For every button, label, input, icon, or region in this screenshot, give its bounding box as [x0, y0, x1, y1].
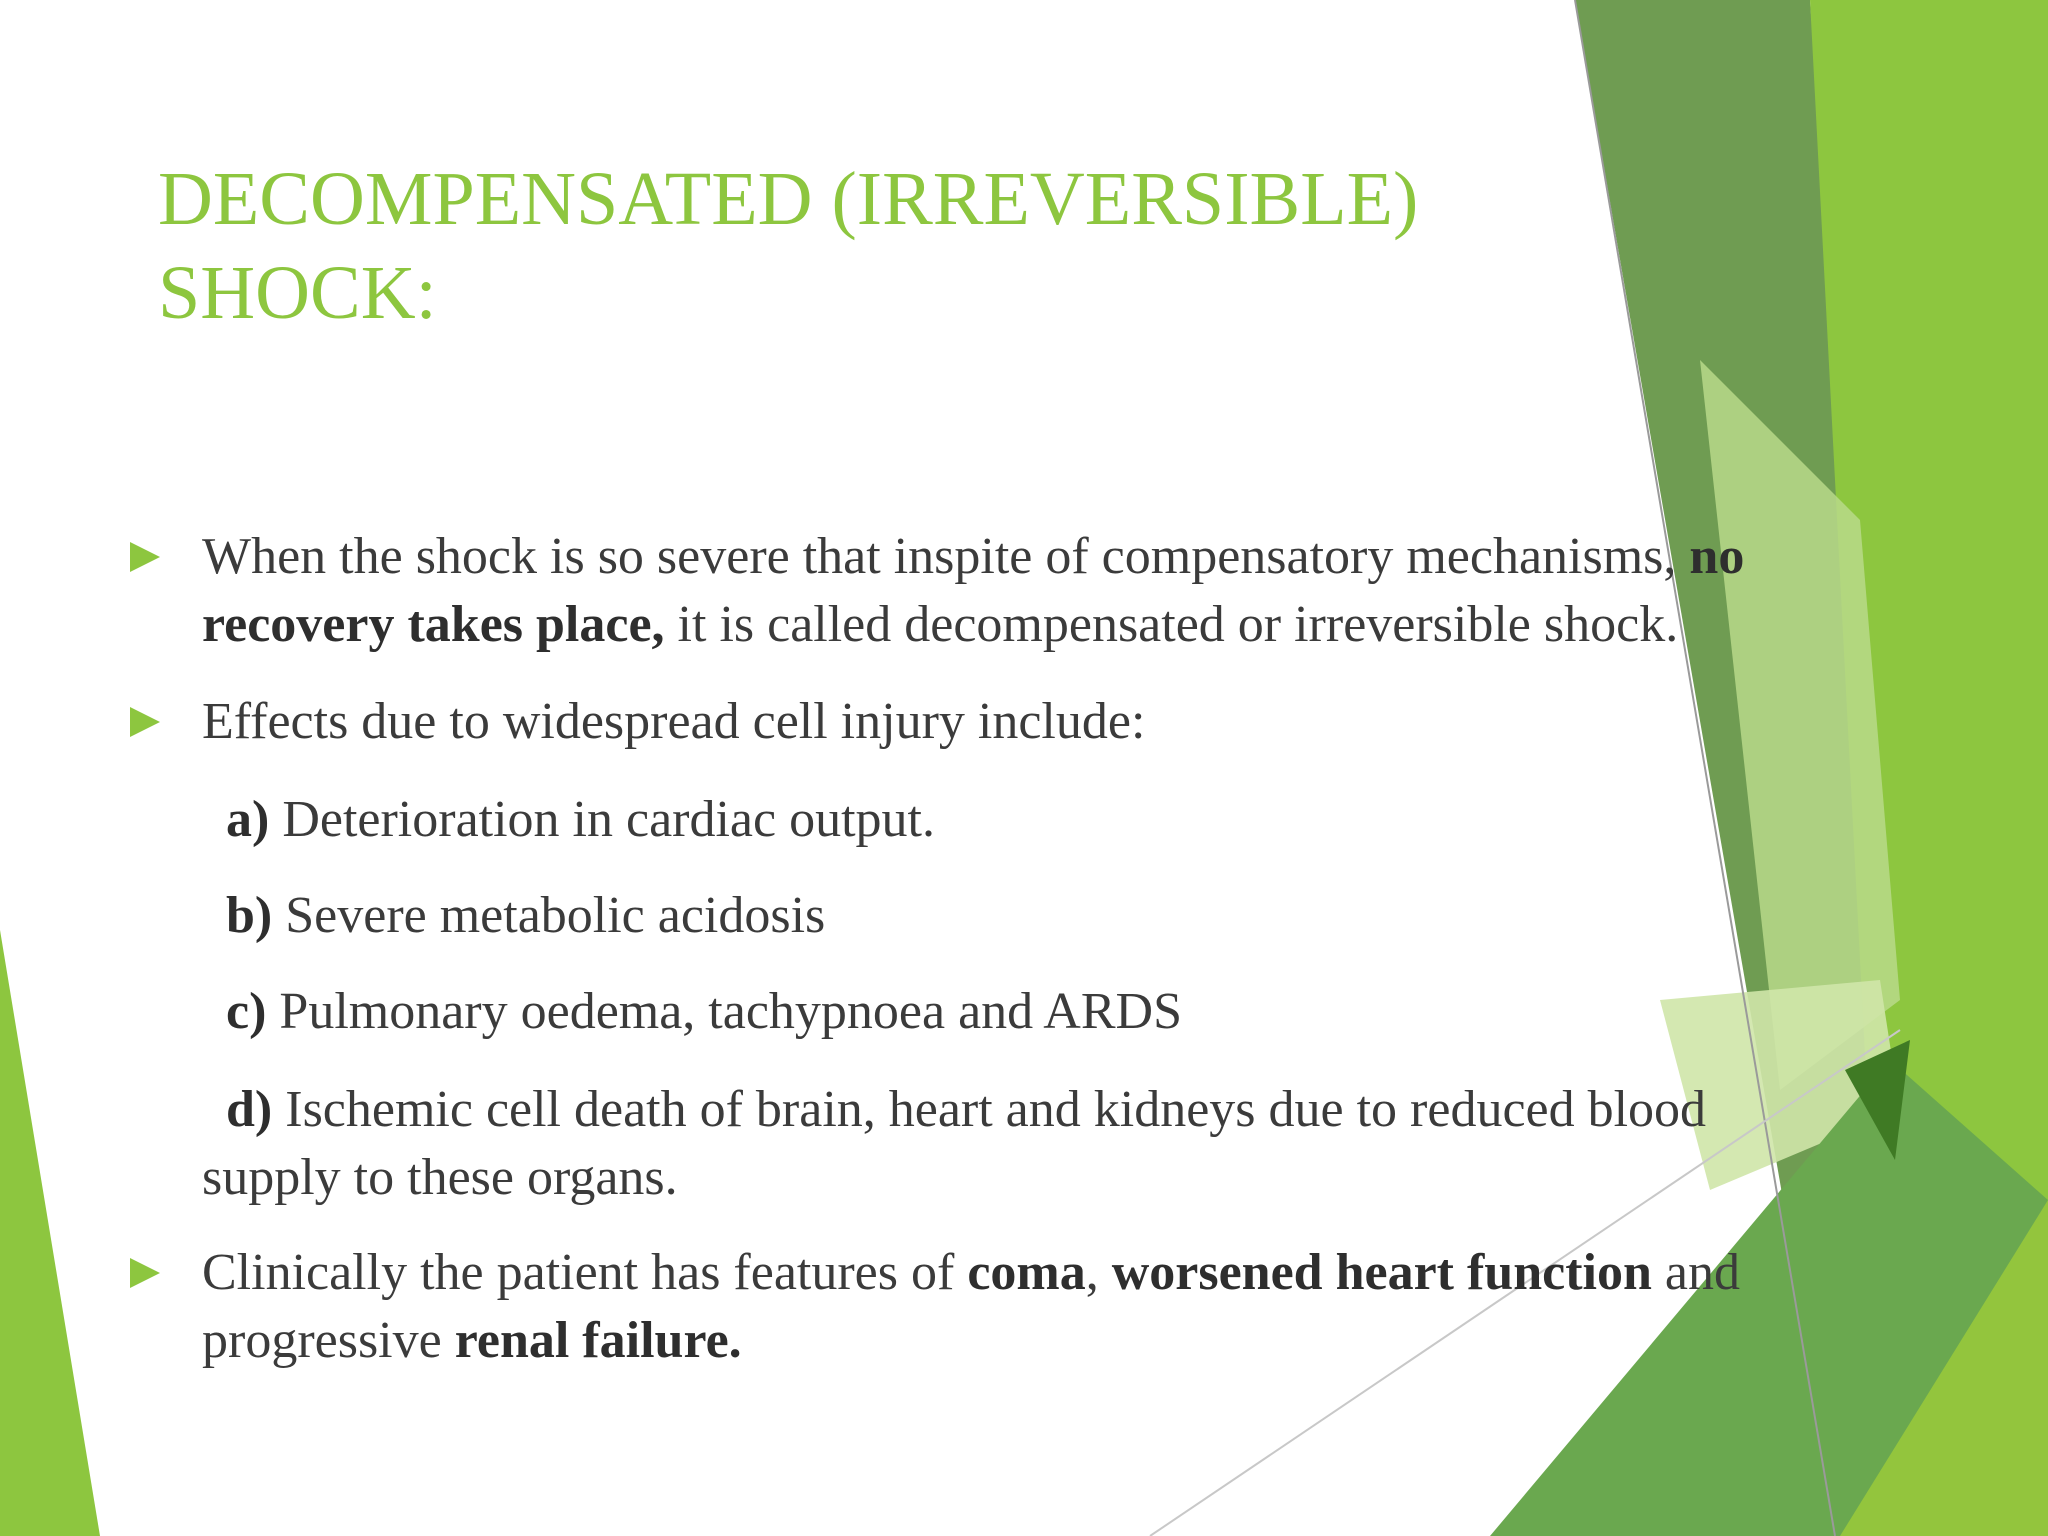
- sub-item-c: [226, 978, 1182, 1046]
- bullet-3-text: Clinically the patient has features of: [202, 1244, 968, 1301]
- bullet-1-line-2: [202, 591, 1678, 659]
- sub-item-marker: c): [226, 983, 267, 1040]
- bullet-3-text: ,: [1085, 1244, 1112, 1301]
- title-line-1: DECOMPENSATED (IRREVERSIBLE): [158, 157, 1419, 241]
- bullet-3-bold: worsened heart function: [1111, 1244, 1652, 1301]
- bullet-3-bold: coma: [967, 1244, 1086, 1301]
- bullet-1-bold: recovery takes place,: [202, 596, 665, 653]
- bullet-3-bold: renal failure.: [454, 1312, 742, 1369]
- sub-item-d-continued: supply to these organs.: [202, 1149, 678, 1206]
- bullet-arrow-icon: [130, 1258, 160, 1288]
- sub-item-text: Pulmonary oedema, tachypnoea and ARDS: [266, 983, 1182, 1040]
- sub-item-text: Ischemic cell death of brain, heart and kidneys due to reduced blood: [272, 1081, 1707, 1138]
- sub-item-marker: a): [226, 791, 270, 848]
- bullet-arrow-icon: [130, 542, 160, 572]
- bullet-3-text: and: [1651, 1244, 1740, 1301]
- sub-item-text: Severe metabolic acidosis: [272, 887, 826, 944]
- title-line-2: SHOCK:: [158, 251, 437, 335]
- sub-item-a: [226, 786, 935, 854]
- sub-item-b: [226, 882, 825, 950]
- sub-item-marker: d): [226, 1081, 273, 1138]
- bullet-1-text: it is called decompensated or irreversible shock.: [664, 596, 1679, 653]
- bullet-1-text: When the shock is so severe that inspite of compensatory mechanisms,: [202, 528, 1690, 585]
- sub-item-marker: b): [226, 887, 273, 944]
- bullet-arrow-icon: [130, 707, 160, 737]
- bullet-3-line-1: [202, 1239, 1740, 1307]
- sub-item-d: [226, 1076, 1706, 1144]
- sub-item-text: Deterioration in cardiac output.: [269, 791, 935, 848]
- bullet-3-line-2: [202, 1307, 742, 1375]
- bullet-3-text: progressive: [202, 1312, 455, 1369]
- bullet-2-line: Effects due to widespread cell injury include:: [202, 693, 1146, 750]
- bullet-1-bold: no: [1689, 528, 1745, 585]
- bullet-1-line-1: [202, 523, 1744, 591]
